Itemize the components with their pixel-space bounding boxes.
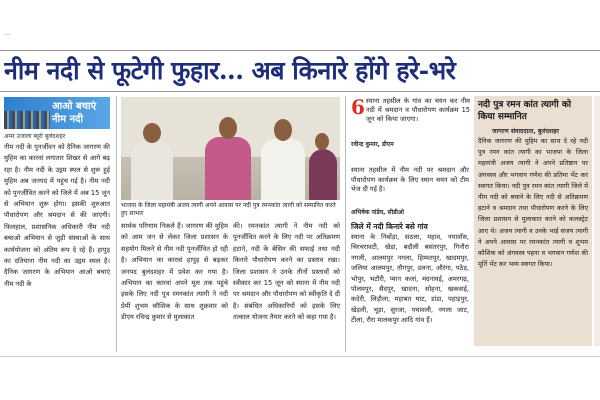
col4-top-text: स्याना तहसील के गांव का चयन कर नीम नदी में श्रमदान व पौधारोपण कार्यक्रम 15 जून को किया जाएगा। [366, 97, 470, 123]
col4-byline-1: रवीन्द्र कुमार, डीएम [351, 141, 394, 148]
boxed-byline: जागरण संवाददाता, बुलंदशहर [492, 128, 559, 135]
boxed-story [474, 96, 592, 346]
top-rule [0, 50, 600, 51]
col4-byline-2: अभिषेक पांडेय, सीडीओ [351, 209, 405, 216]
col3-text: की। रमनकांत त्यागी ने नीम नदी को पुनर्जीवित करने के लिए नदी पर अतिक्रमण हटाने, नदी के बेसिन की सफाई तथा नदी किनारे पौधारोपण करने का प्रस्ताव रखा। जिला प्रशासन ने उनके तीनों प्रस्तावों को स्वीकार कर 15 जून को स्याना में नीम नदी पर श्रमदान और पौधारोपण को स्वीकृति दे दी है। संबंधित अधिकारियों को इसके लिए तत्काल योजना तैयार करने को कहा गया है। [233, 222, 340, 322]
adjacent-column-edge [594, 96, 600, 346]
photo-caption: भाजपा के जिला महामंत्री अजय त्यागी अपने आवास पर नदी पुत्र रमनकांत त्यागी को सम्मानित करते हुए साभार [121, 202, 336, 217]
col2-text: सार्थक परिणाम निकले हैं। जागरण की मुहिम को आम जन से लेकर जिला प्रशासन के सहयोग मिलने से नीम नदी पुनर्जीवित हो रही है। अभियान का कारवां हापुड़ से बढ़कर जनपद बुलंदशहर में प्रवेश कर गया है। अभियान का कारवां अपने मूल तक पहुंचे इसके लिए नदी पुत्र रमनकांत त्यागी ने नदी प्रेमी शुभम कौशिक के साथ शुक्रवार को डीएम रविन्द्र कुमार से मुलाकात [121, 222, 228, 322]
person-center [205, 137, 251, 200]
quote-number: 6 [351, 95, 365, 119]
news-photo [121, 97, 340, 200]
villages-text: स्याना के निबोंड़ा, सठला, महाव, नयावाँस, चिरचरावटी, खेड़ा, बदौली बसंतरपुर, गिनौरा नगली, आलमपुर नगला, हिम्मतपुर, खादमपुर, जलिया आलमपुर, तौगपुर, डलना, औरंगा, पठेड़, भोपुर, भटौरी, प्यान कलां, मदनावई, अमरगढ़, पोलमपुर, सैदपुर, खादना, सोहना, खकवाई, कदेरी, लिड़ौला, महाबत घाट, डांडा, पहाड़पुर, खेड़ली, भूड़ा, सुरजा, पचावली, नगला जाट, टीला, रौरा मालकपुर आदि गांव हैं। [351, 233, 469, 325]
head-left [143, 123, 161, 143]
boxed-headline: नदी पुत्र रमन कांत त्यागी को किया सम्मानित [478, 100, 572, 122]
headline-rule [0, 91, 600, 92]
banner-title: आओ बचाएं नीम नदी [52, 101, 97, 125]
person-back [309, 149, 337, 200]
col4-mid-text: स्याना तहसील में नीम नदी पर श्रमदान और पौधारोपण कार्यक्रम के लिए स्थान चयन को टीम भेज दी गई है। [351, 166, 469, 193]
top-snippet: … [4, 30, 10, 37]
col1-text: नीम नदी के पुनर्जीवन को दैनिक जागरण की मुहिम का कारवां लगातार शिखर से आगे बढ़ रहा है। नीम नदी के उद्गम स्थल से शुरू हुई मुहिम अब जनपद में पहुंच गई है। नीम नदी को पुनर्जीवित करने को जिले में अब 15 जून से अभियान शुरू होगा। इसकी शुरुआत पौधारोपण और श्रमदान से की जाएगी। फिलहाल, प्रशासनिक अधिकारी नीम नदी बचाओ अभियान से जुड़ी संस्थाओं के साथ कार्ययोजना को अंतिम रूप दे रहे हैं। हापुड़ का दतियाना नीम नदी का उद्गम स्थल है। दैनिक जागरण के अभियान आओ बचाएं नीम नदी के [4, 143, 110, 288]
previous-page-strip [0, 0, 600, 50]
head-right [274, 119, 292, 141]
head-center [219, 117, 237, 139]
person-left [131, 141, 173, 200]
head-back [315, 133, 329, 150]
column-divider [116, 96, 117, 352]
campaign-banner [4, 97, 110, 129]
person-right [261, 139, 305, 200]
bottom-rule [0, 356, 600, 357]
villages-heading: जिले में नदी किनारे बसे गांव [351, 222, 428, 231]
main-headline: नीम नदी से फूटेगी फुहार... अब किनारे होंगे हरे-भरे [4, 56, 456, 85]
column-divider [345, 96, 346, 352]
crowd-image [4, 111, 50, 129]
boxed-text: दैनिक जागरण की मुहिम का साथ दे रहे नदी पुत्र रमन कांत त्यागी का भाजपा के जिला महामंत्री अजय त्यागी ने अपने प्रतिष्ठान पर अंगवस्त्र और भगवान गणेश की प्रतिमा भेंट कर स्वागत किया। नदी पुत्र रमन कांत त्यागी जिले में नीम नदी को बचाने के लिए नदी से अतिक्रमण हटाने व श्रमदान तथा पौधारोपण करने के लिए जिला प्रशासन से मुलाकात करने को कलक्ट्रेट आए थे। अजय त्यागी व उनके भाई संजय त्यागी ने अपने आवास पर रमनकांत त्यागी व शुभम कौशिक को अंगवस्त्र पहना व भगवान गणेश की मूर्ति भेंट कर भव्य स्वागत किया। [478, 137, 588, 269]
col1-byline: अमर उजाला ब्यूरो बुलंदशहर [4, 133, 66, 140]
